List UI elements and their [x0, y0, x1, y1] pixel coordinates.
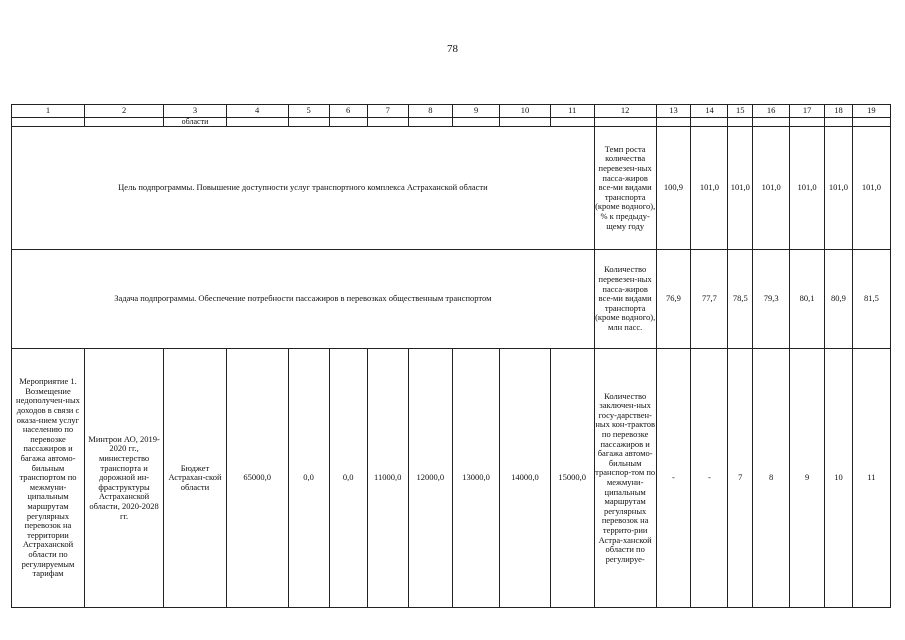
- task-value: 78,5: [728, 250, 753, 349]
- cell: [728, 118, 753, 127]
- goal-value: 100,9: [656, 127, 691, 250]
- activity-value: -: [691, 349, 728, 608]
- goal-value: 101,0: [825, 127, 853, 250]
- goal-value: 101,0: [728, 127, 753, 250]
- cell: [367, 118, 408, 127]
- col-header-18: 18: [825, 105, 853, 118]
- column-number-row: [12, 105, 891, 118]
- cell: [852, 118, 890, 127]
- activity-year-value: 11000,0: [367, 349, 408, 608]
- program-table: [11, 104, 891, 608]
- activity-year-value: 0,0: [288, 349, 329, 608]
- cell: [656, 118, 691, 127]
- activity-value: 7: [728, 349, 753, 608]
- cell: [288, 118, 329, 127]
- goal-value: 101,0: [753, 127, 790, 250]
- cell: [790, 118, 825, 127]
- activity-value: 8: [753, 349, 790, 608]
- activity-executor: Минтрои АО, 2019-2020 гг., министерство транспорта и дорожной ин-фраструктуры Астраханской области, 2020-2028 гг.: [84, 349, 163, 608]
- cell: [825, 118, 853, 127]
- activity-value: -: [656, 349, 691, 608]
- page-number: 78: [447, 43, 458, 55]
- task-value: 81,5: [852, 250, 890, 349]
- activity-year-value: 0,0: [329, 349, 367, 608]
- goal-indicator: Темп роста количества перевезен-ных пасса-жиров все-ми видами транспорта (кроме водного), % к предыду-щему году: [594, 127, 656, 250]
- task-indicator: Количество перевезен-ных пасса-жиров все-ми видами транспорта (кроме водного), млн пасс.: [594, 250, 656, 349]
- cell: [550, 118, 594, 127]
- cell: [753, 118, 790, 127]
- goal-value: 101,0: [852, 127, 890, 250]
- activity-value: 11: [852, 349, 890, 608]
- activity-year-value: 12000,0: [408, 349, 452, 608]
- goal-row: [12, 127, 891, 250]
- col-header-10: 10: [500, 105, 550, 118]
- task-row: [12, 250, 891, 349]
- activity-year-value: 15000,0: [550, 349, 594, 608]
- col-header-17: 17: [790, 105, 825, 118]
- task-value: 77,7: [691, 250, 728, 349]
- col-header-8: 8: [408, 105, 452, 118]
- task-value: 80,9: [825, 250, 853, 349]
- col-header-9: 9: [452, 105, 499, 118]
- goal-value: 101,0: [790, 127, 825, 250]
- task-value: 79,3: [753, 250, 790, 349]
- col-header-15: 15: [728, 105, 753, 118]
- cell: [500, 118, 550, 127]
- col-header-6: 6: [329, 105, 367, 118]
- cell: [452, 118, 499, 127]
- activity-year-value: 14000,0: [500, 349, 550, 608]
- task-value: 80,1: [790, 250, 825, 349]
- col-header-16: 16: [753, 105, 790, 118]
- cell: [12, 118, 85, 127]
- cell: [408, 118, 452, 127]
- col-header-11: 11: [550, 105, 594, 118]
- activity-indicator: Количество заключен-ных госу-дарствен-ных кон-трактов по перевозке пассажиров и багажа автомо-бильным транспор-том по межмуни-ципальным маршрутам регулярных перевозок на террито-рии Астра-ханской области по регулируе-: [594, 349, 656, 608]
- col-header-14: 14: [691, 105, 728, 118]
- cell: [84, 118, 163, 127]
- activity-value: 10: [825, 349, 853, 608]
- activity-description: Мероприятие 1. Возмещение недополучен-ных доходов в связи с оказа-нием услуг населению по перевозке пассажиров и багажа автомо-бильным транспортом по межмуни-ципальным маршрутам регулярных перевозок на территории Астраханской области по регулируемым тарифам: [12, 349, 85, 608]
- cell: [226, 118, 288, 127]
- cell: [691, 118, 728, 127]
- goal-value: 101,0: [691, 127, 728, 250]
- task-value: 76,9: [656, 250, 691, 349]
- col-header-7: 7: [367, 105, 408, 118]
- col-header-3: 3: [164, 105, 227, 118]
- task-text: Задача подпрограммы. Обеспечение потребности пассажиров в перевозках общественным транспортом: [12, 250, 595, 349]
- activity-row: [12, 349, 891, 608]
- col-header-1: 1: [12, 105, 85, 118]
- continuation-row: [12, 118, 891, 127]
- activity-value: 9: [790, 349, 825, 608]
- col-header-2: 2: [84, 105, 163, 118]
- col-header-5: 5: [288, 105, 329, 118]
- col-header-13: 13: [656, 105, 691, 118]
- cell: [594, 118, 656, 127]
- activity-total: 65000,0: [226, 349, 288, 608]
- goal-text: Цель подпрограммы. Повышение доступности услуг транспортного комплекса Астраханской области: [12, 127, 595, 250]
- cell: [329, 118, 367, 127]
- activity-funding-source: Бюджет Астрахан-ской области: [164, 349, 227, 608]
- activity-year-value: 13000,0: [452, 349, 499, 608]
- continuation-cell: области: [164, 118, 227, 127]
- col-header-12: 12: [594, 105, 656, 118]
- col-header-4: 4: [226, 105, 288, 118]
- col-header-19: 19: [852, 105, 890, 118]
